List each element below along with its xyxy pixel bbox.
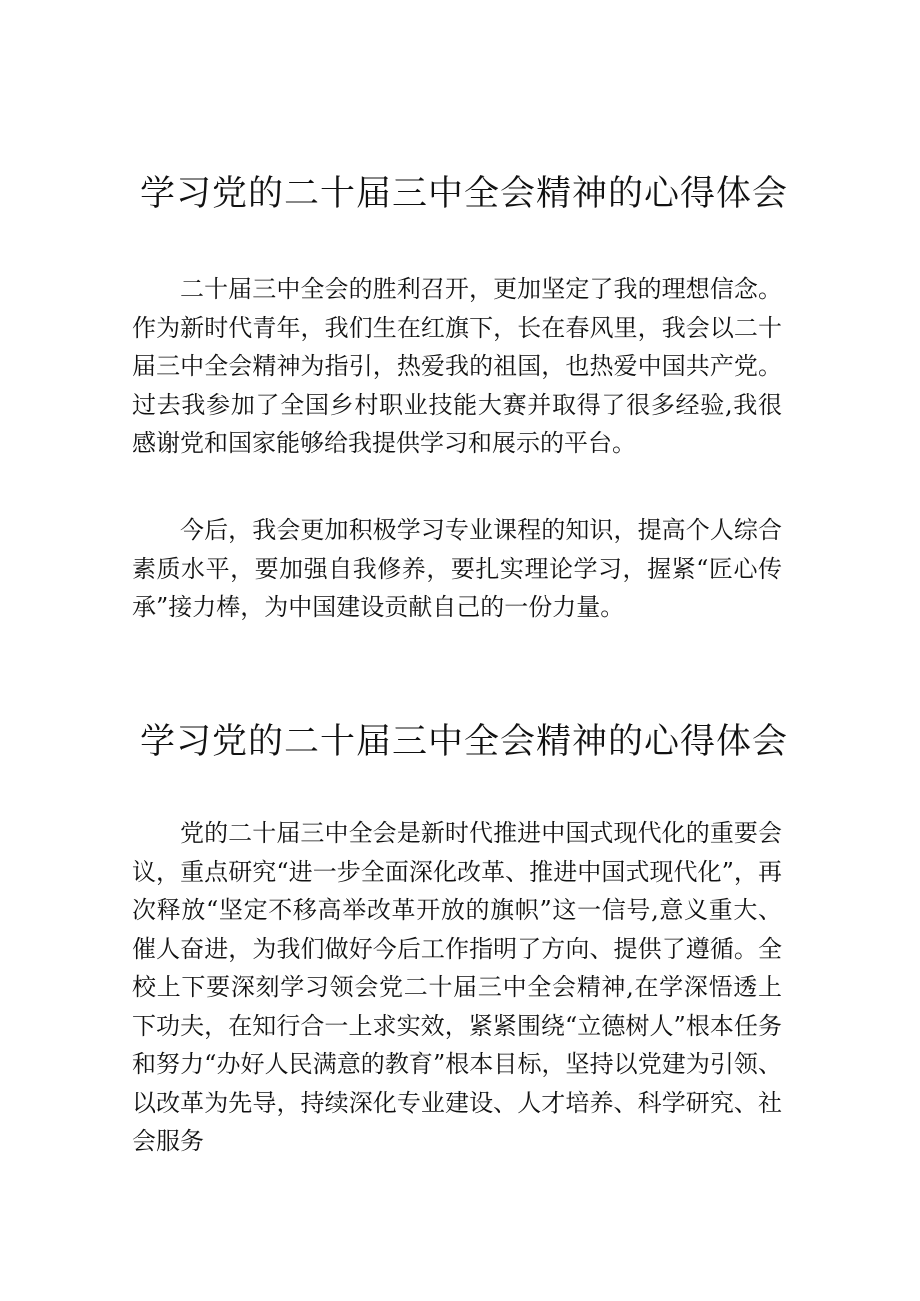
section-2-title: 学习党的二十届三中全会精神的心得体会 — [140, 722, 789, 762]
section-1-paragraph-2: 今后，我会更加积极学习专业课程的知识，提高个人综合素质水平，要加强自我修养，要扎实理论学习，握紧“匠心传承”接力棒，为中国建设贡献自己的一份力量。 — [132, 516, 782, 621]
section-1-paragraph-1: 二十届三中全会的胜利召开，更加坚定了我的理想信念。作为新时代青年，我们生在红旗下，长在春风里，我会以二十届三中全会精神为指引，热爱我的祖国，也热爱中国共产党。过去我参加了全国乡村职业技能大赛并取得了很多经验,我很感谢党和国家能够给我提供学习和展示的平台。 — [132, 275, 782, 457]
section-2-paragraph-1: 党的二十届三中全会是新时代推进中国式现代化的重要会议，重点研究“进一步全面深化改革、推进中国式现代化”，再次释放“坚定不移高举改革开放的旗帜”这一信号,意义重大、催人奋进，为我们做好今后工作指明了方向、提供了遵循。全校上下要深刻学习领会党二十届三中全会精神,在学深悟透上下功夫，在知行合一上求实效，紧紧围绕“立德树人”根本任务和努力“办好人民满意的教育”根本目标，坚持以党建为引领、以改革为先导，持续深化专业建设、人才培养、科学研究、社会服务 — [132, 819, 782, 1155]
section-1-title: 学习党的二十届三中全会精神的心得体会 — [140, 174, 789, 214]
